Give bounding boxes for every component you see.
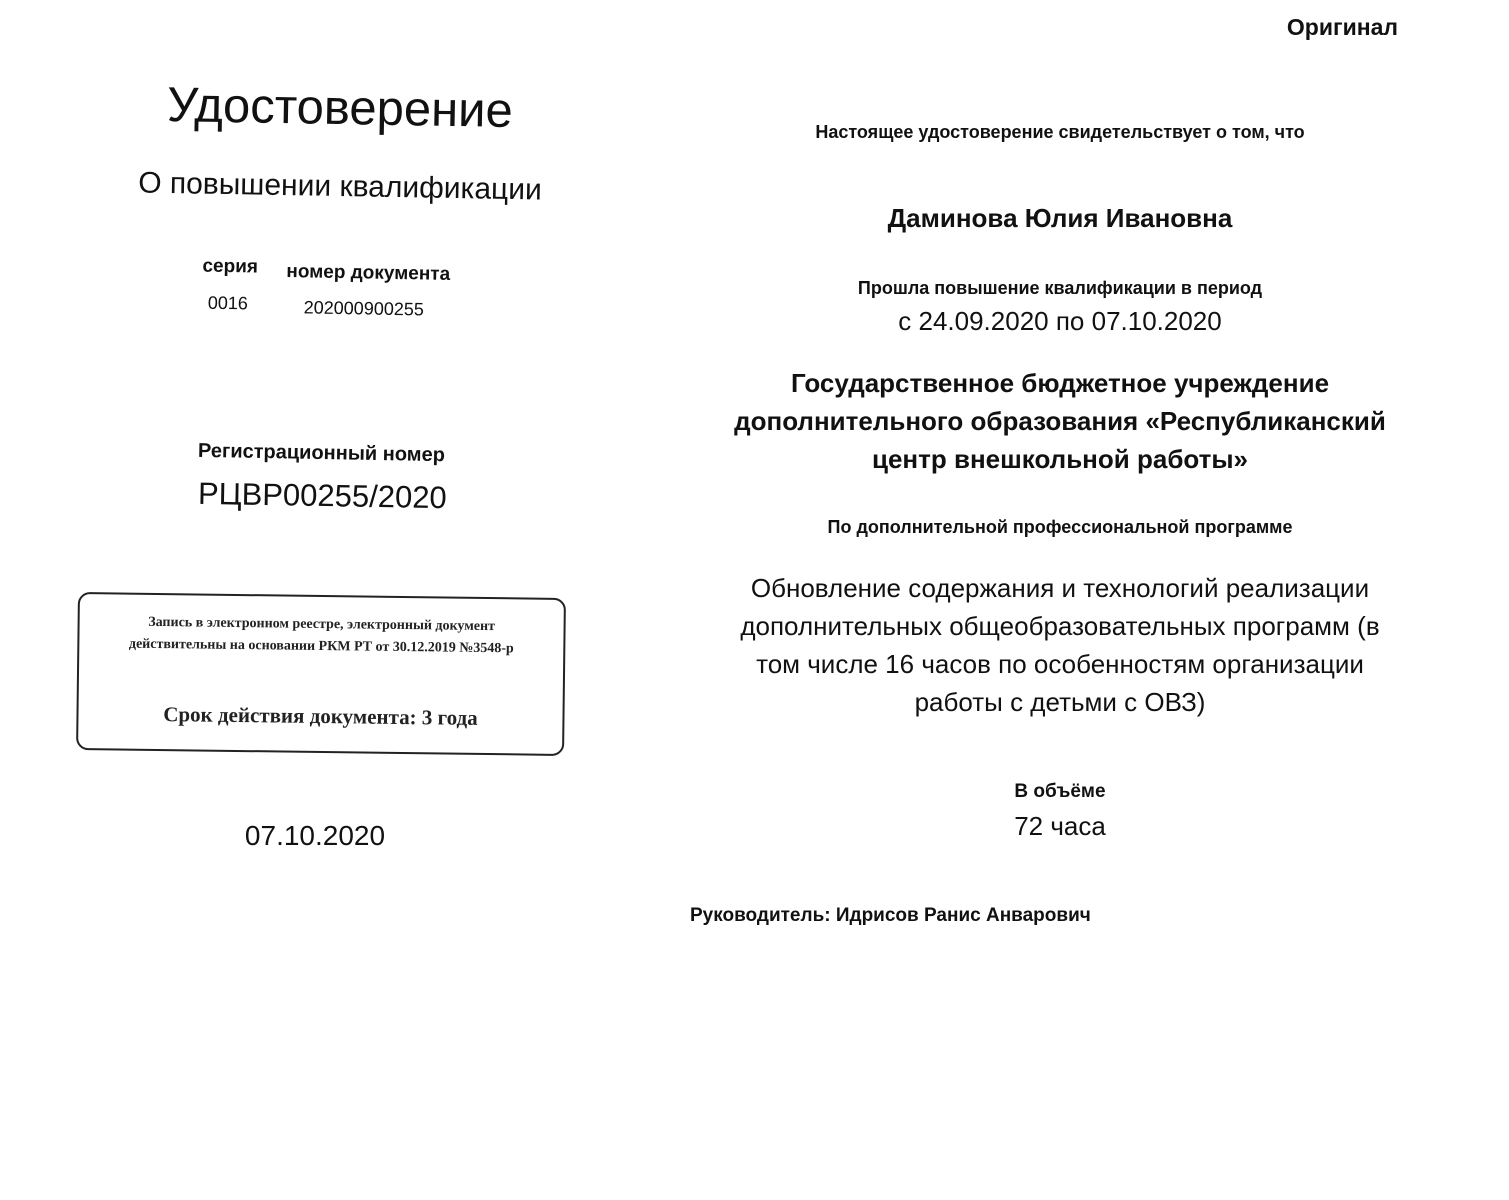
original-label: Оригинал [1286, 14, 1398, 40]
registration-number-value: РЦВР00255/2020 [197, 475, 448, 516]
organization-line: центр внешкольной работы» [871, 444, 1249, 474]
organization-line: дополнительного образования «Республиканский [734, 406, 1386, 436]
program-label: По дополнительной профессиональной программе [827, 517, 1293, 537]
series-label: серия [202, 255, 259, 278]
series-value: 0016 [207, 292, 249, 314]
organization-line: Государственное бюджетное учреждение [790, 368, 1330, 398]
issue-date: 07.10.2020 [244, 820, 386, 851]
head-signatory: Руководитель: Идрисов Ранис Анварович [690, 905, 1091, 926]
document-number-label: номер документа [286, 261, 451, 285]
program-line: работы с детьми с ОВЗ) [914, 687, 1206, 717]
period-label: Прошла повышение квалификации в период [857, 278, 1263, 298]
registration-number-label: Регистрационный номер [197, 439, 446, 467]
document-subtitle: О повышении квалификации [137, 166, 543, 207]
stamp-text-line-1: Запись в электронном реестре, электронный документ [148, 614, 496, 635]
volume-value: 72 часа [1014, 811, 1106, 841]
registry-stamp [76, 592, 566, 756]
stamp-text-line-2: действительны на основании РКМ РТ от 30.12.2019 №3548-р [128, 636, 514, 657]
person-name: Даминова Юлия Ивановна [887, 203, 1233, 233]
series-number-block [189, 255, 490, 330]
program-line: дополнительных общеобразовательных программ (в [740, 611, 1380, 641]
program-line: Обновление содержания и технологий реализации [750, 573, 1370, 603]
document-title: Удостоверение [166, 77, 514, 139]
stamp-validity-text: Срок действия документа: 3 года [163, 702, 478, 730]
volume-label: В объёме [1014, 781, 1106, 802]
period-value: с 24.09.2020 по 07.10.2020 [898, 306, 1222, 336]
program-line: том числе 16 часов по особенностям организации [756, 649, 1364, 679]
document-number-value: 202000900255 [303, 297, 425, 320]
certifies-text: Настоящее удостоверение свидетельствует о том, что [815, 122, 1305, 142]
